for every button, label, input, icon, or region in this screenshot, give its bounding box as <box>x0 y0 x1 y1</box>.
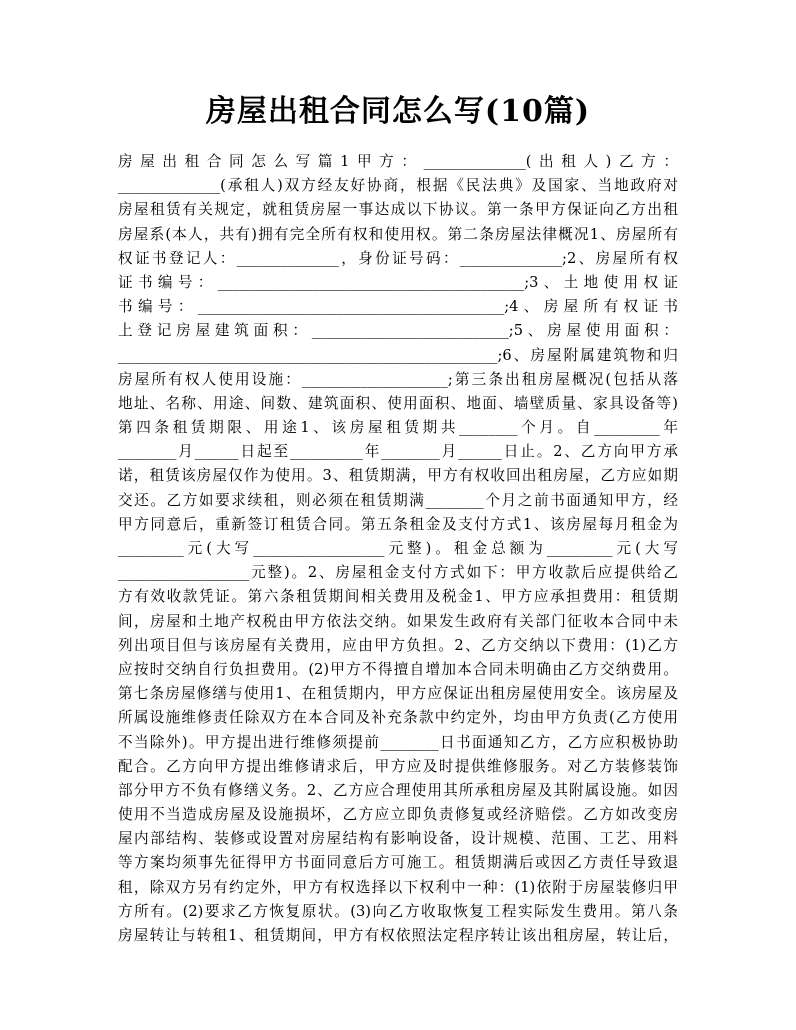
body-line: 屋内部结构、装修或设置对房屋结构有影响设备，设计规模、范围、工艺、用料 <box>118 830 678 848</box>
body-line: 列出项目但与该房屋有关费用，应由甲方负担。2、乙方交纳以下费用：(1)乙方 <box>118 636 678 654</box>
body-line: 证书编号：__________________________________________;3、土地使用权证 <box>118 273 678 291</box>
body-line: 房屋系(本人，共有)拥有完全所有权和使用权。第二条房屋法律概况1、房屋所有 <box>118 225 678 243</box>
document-body <box>118 150 678 948</box>
body-line: 房屋出租合同怎么写篇1甲方：______________(出租人)乙方： <box>118 153 678 170</box>
body-line: 不当除外)。甲方提出进行维修须提前________日书面通知乙方，乙方应积极协助 <box>118 733 678 751</box>
body-line: _________元(大写__________________元整)。租金总额为_________元(大写 <box>118 540 678 557</box>
body-line: 租，除双方另有约定外，甲方有权选择以下权利中一种：(1)依附于房屋装修归甲 <box>118 878 678 896</box>
body-line: ______________(承租人)双方经友好协商，根据《民法典》及国家、当地政府对 <box>118 177 678 195</box>
body-line: 间，房屋和土地产权税由甲方依法交纳。如果发生政府有关部门征收本合同中未 <box>118 612 678 630</box>
body-line: 应按时交纳自行负担费用。(2)甲方不得擅自增加本合同未明确由乙方交纳费用。 <box>118 660 678 678</box>
body-line: 诺，租赁该房屋仅作为使用。3、租赁期满，甲方有权收回出租房屋，乙方应如期 <box>118 467 678 485</box>
body-line: 使用不当造成房屋及设施损坏，乙方应立即负责修复或经济赔偿。乙方如改变房 <box>118 806 678 824</box>
body-line: 房屋所有权人使用设施：____________________;第三条出租房屋概况(包括从落 <box>118 370 678 388</box>
body-line: 权证书登记人：______________，身份证号码：______________;2、房屋所有权 <box>118 249 678 267</box>
body-line: 等方案均须事先征得甲方书面同意后方可施工。租赁期满后或因乙方责任导致退 <box>118 854 678 872</box>
body-line: 所属设施维修责任除双方在本合同及补充条款中约定外，均由甲方负责(乙方使用 <box>118 709 678 727</box>
body-line: 地址、名称、用途、间数、建筑面积、使用面积、地面、墙壁质量、家具设备等) <box>118 394 678 412</box>
body-line: 上登记房屋建筑面积：___________________________;5、房屋使用面积： <box>118 322 678 340</box>
body-line: __________________元整)。2、房屋租金支付方式如下：甲方收款后应提供给乙 <box>118 564 678 582</box>
body-line: 配合。乙方向甲方提出维修请求后，甲方应及时提供维修服务。对乙方装修装饰 <box>118 757 678 775</box>
body-line: 第七条房屋修缮与使用1、在租赁期内，甲方应保证出租房屋使用安全。该房屋及 <box>118 685 678 703</box>
body-line: 房屋转让与转租1、租赁期间，甲方有权依照法定程序转让该出租房屋，转让后， <box>118 927 678 944</box>
document-title: 房屋出租合同怎么写(10篇) <box>205 94 591 129</box>
body-line: ____________________________________________________;6、房屋附属建筑物和归 <box>118 346 678 364</box>
body-line: 书编号：__________________________________________;4、房屋所有权证书 <box>118 298 678 316</box>
body-line: 第四条租赁期限、用途1、该房屋租赁期共________个月。自_________年 <box>118 419 678 437</box>
body-line: 部分甲方不负有修缮义务。2、乙方应合理使用其所承租房屋及其附属设施。如因 <box>118 781 678 799</box>
body-line: ________月______日起至__________年________月______日止。2、乙方向甲方承 <box>118 443 678 461</box>
body-line: 甲方同意后，重新签订租赁合同。第五条租金及支付方式1、该房屋每月租金为 <box>118 515 678 533</box>
body-line: 房屋租赁有关规定，就租赁房屋一事达成以下协议。第一条甲方保证向乙方出租 <box>118 201 678 219</box>
body-line: 交还。乙方如要求续租，则必须在租赁期满________个月之前书面通知甲方，经 <box>118 491 678 509</box>
body-line: 方所有。(2)要求乙方恢复原状。(3)向乙方收取恢复工程实际发生费用。第八条 <box>118 902 678 920</box>
body-line: 方有效收款凭证。第六条租赁期间相关费用及税金1、甲方应承担费用：租赁期 <box>118 588 678 606</box>
